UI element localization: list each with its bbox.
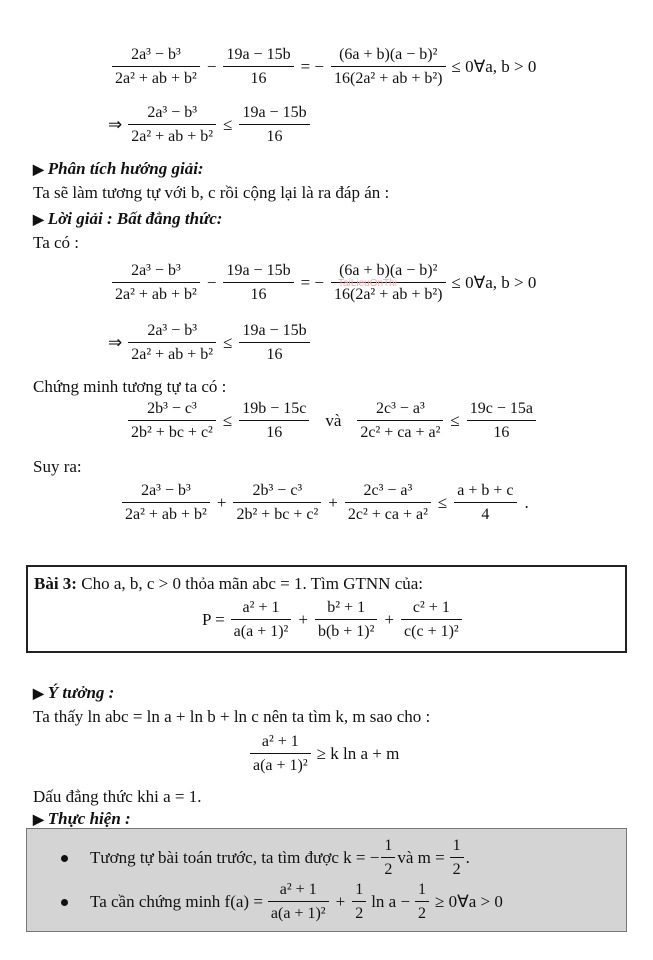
fraction: $\frac{\text{b² + 1}}{\text{b(b + 1)²}}$ xyxy=(315,599,377,641)
inequality-2: ⇒ $\frac{\text{2a³ − b³}}{\text{2a² + ab + b²}}$ ≤ $\frac{19a - 15b}{16}$ xyxy=(108,322,312,364)
problem-3-box xyxy=(26,565,627,653)
triangle-icon: ▶ xyxy=(33,687,44,702)
fraction: $\frac{19c - 15a}{16}$ xyxy=(467,400,536,442)
fraction: $\frac{\text{2b³ − c³}}{\text{2b² + bc + c²}}$ xyxy=(233,482,321,524)
equation-1: $\frac{\text{2a³ − b³}}{\text{2a² + ab + b²}}$ − $\frac{19a - 15b}{16}$ = − $\frac{\text{(6a + b)(a − b)²}}{\text{16(2a² + ab + b²)}}$ ≤ 0∀a, b > 0 xyxy=(110,46,536,88)
paragraph: Dấu đẳng thức khi a = 1. xyxy=(33,787,202,806)
fraction: $\frac{\text{a² + 1}}{\text{a(a + 1)²}}$ xyxy=(231,599,292,641)
sum-inequality: $\frac{\text{2a³ − b³}}{\text{2a² + ab + b²}}$ + $\frac{\text{2b³ − c³}}{\text{2b² + bc + c²}}$ + $\frac{\text{2c³ − a³}}{\text{2c² + ca + a²}}$ ≤ $\frac{a + b + c}{4}$ . xyxy=(120,482,529,524)
section-heading-loi-giai: ▶ Lời giải : Bất đẳng thức: xyxy=(33,209,223,228)
section-heading-y-tuong: ▶ Ý tưởng : xyxy=(33,683,115,702)
triangle-icon: ▶ xyxy=(33,813,44,828)
paragraph: Ta có : xyxy=(33,233,80,252)
fraction: $\frac{\text{2b³ − c³}}{\text{2b² + bc + c²}}$ xyxy=(128,400,216,442)
step-2: Ta cần chứng minh f(a) = $\frac{\text{a² + 1}}{\text{a(a + 1)²}}$ + $\frac{1}{2}$ ln a − $\frac{1}{2}$ ≥ 0∀a > 0 xyxy=(61,881,503,923)
paragraph: Ta thấy ln abc = ln a + ln b + ln c nên ta tìm k, m sao cho : xyxy=(33,707,431,726)
fraction: $\frac{19a - 15b}{16}$ xyxy=(223,46,293,88)
bullet-icon xyxy=(61,855,68,862)
watermark: TaiLieuOnThi xyxy=(338,278,397,289)
fraction: $\frac{1}{2}$ xyxy=(415,881,429,923)
fraction: $\frac{\text{a² + 1}}{\text{a(a + 1)²}}$ xyxy=(250,733,311,775)
fraction: $\frac{\text{2a³ − b³}}{\text{2a² + ab + b²}}$ xyxy=(112,46,200,88)
fraction: $\frac{\text{2a³ − b³}}{\text{2a² + ab + b²}}$ xyxy=(128,104,216,146)
fraction: $\frac{1}{2}$ xyxy=(381,837,395,879)
paragraph: Suy ra: xyxy=(33,457,82,476)
fraction: $\frac{19a - 15b}{16}$ xyxy=(223,262,293,304)
paragraph: Ta sẽ làm tương tự với b, c rồi cộng lại là ra đáp án : xyxy=(33,183,390,202)
fraction: $\frac{a + b + c}{4}$ xyxy=(454,482,516,524)
fraction: $\frac{\text{2a³ − b³}}{\text{2a² + ab + b²}}$ xyxy=(112,262,200,304)
bullet-icon xyxy=(61,899,68,906)
fraction: $\frac{19b - 15c}{16}$ xyxy=(239,400,309,442)
section-heading-thuc-hien: ▶ Thực hiện : xyxy=(33,809,131,828)
fraction: $\frac{\text{2c³ − a³}}{\text{2c² + ca + a²}}$ xyxy=(357,400,443,442)
triangle-icon: ▶ xyxy=(33,213,44,228)
fraction: $\frac{\text{(6a + b)(a − b)²}}{\text{16(2a² + ab + b²)}}$ xyxy=(331,262,446,304)
objective-function: P = $\frac{\text{a² + 1}}{\text{a(a + 1)²}}$ + $\frac{\text{b² + 1}}{\text{b(b + 1)²}}$ + $\frac{\text{c² + 1}}{\text{c(c + 1)²}}$ xyxy=(202,599,464,641)
paragraph: Chứng minh tương tự ta có : xyxy=(33,377,227,396)
problem-3-statement: Bài 3: Cho a, b, c > 0 thỏa mãn abc = 1. Tìm GTNN của: xyxy=(34,574,424,593)
fraction: $\frac{1}{2}$ xyxy=(450,837,464,879)
fraction: $\frac{\text{2c³ − a³}}{\text{2c² + ca + a²}}$ xyxy=(345,482,431,524)
solution-steps-box xyxy=(26,828,627,932)
step-1: Tương tự bài toán trước, ta tìm được k = − $\frac{1}{2}$ và m = $\frac{1}{2}$ . xyxy=(61,837,470,879)
similar-inequalities: $\frac{\text{2b³ − c³}}{\text{2b² + bc + c²}}$ ≤ $\frac{19b - 15c}{16}$ và $\frac{\text{2c³ − a³}}{\text{2c² + ca + a²}}$ ≤ $\frac{19c - 15a}{16}$ xyxy=(126,400,538,442)
target-inequality: $\frac{\text{a² + 1}}{\text{a(a + 1)²}}$ ≥ k ln a + m xyxy=(248,733,399,775)
fraction: $\frac{\text{c² + 1}}{\text{c(c + 1)²}}$ xyxy=(401,599,462,641)
fraction: $\frac{\text{(6a + b)(a − b)²}}{\text{16(2a² + ab + b²)}}$ xyxy=(331,46,446,88)
triangle-icon: ▶ xyxy=(33,163,44,178)
fraction: $\frac{19a - 15b}{16}$ xyxy=(239,104,309,146)
fraction: $\frac{\text{2a³ − b³}}{\text{2a² + ab + b²}}$ xyxy=(122,482,210,524)
inequality-1: ⇒ $\frac{\text{2a³ − b³}}{\text{2a² + ab + b²}}$ ≤ $\frac{19a - 15b}{16}$ xyxy=(108,104,312,146)
equation-2: $\frac{\text{2a³ − b³}}{\text{2a² + ab + b²}}$ − $\frac{19a - 15b}{16}$ = − $\frac{\text{(6a + b)(a − b)²}}{\text{16(2a² + ab + b²)}}$ ≤ 0∀a, b > 0 xyxy=(110,262,536,304)
fraction: $\frac{\text{a² + 1}}{\text{a(a + 1)²}}$ xyxy=(268,881,329,923)
fraction: $\frac{1}{2}$ xyxy=(352,881,366,923)
fraction: $\frac{19a - 15b}{16}$ xyxy=(239,322,309,364)
section-heading-phan-tich: ▶ Phân tích hướng giải: xyxy=(33,159,204,178)
fraction: $\frac{\text{2a³ − b³}}{\text{2a² + ab + b²}}$ xyxy=(128,322,216,364)
